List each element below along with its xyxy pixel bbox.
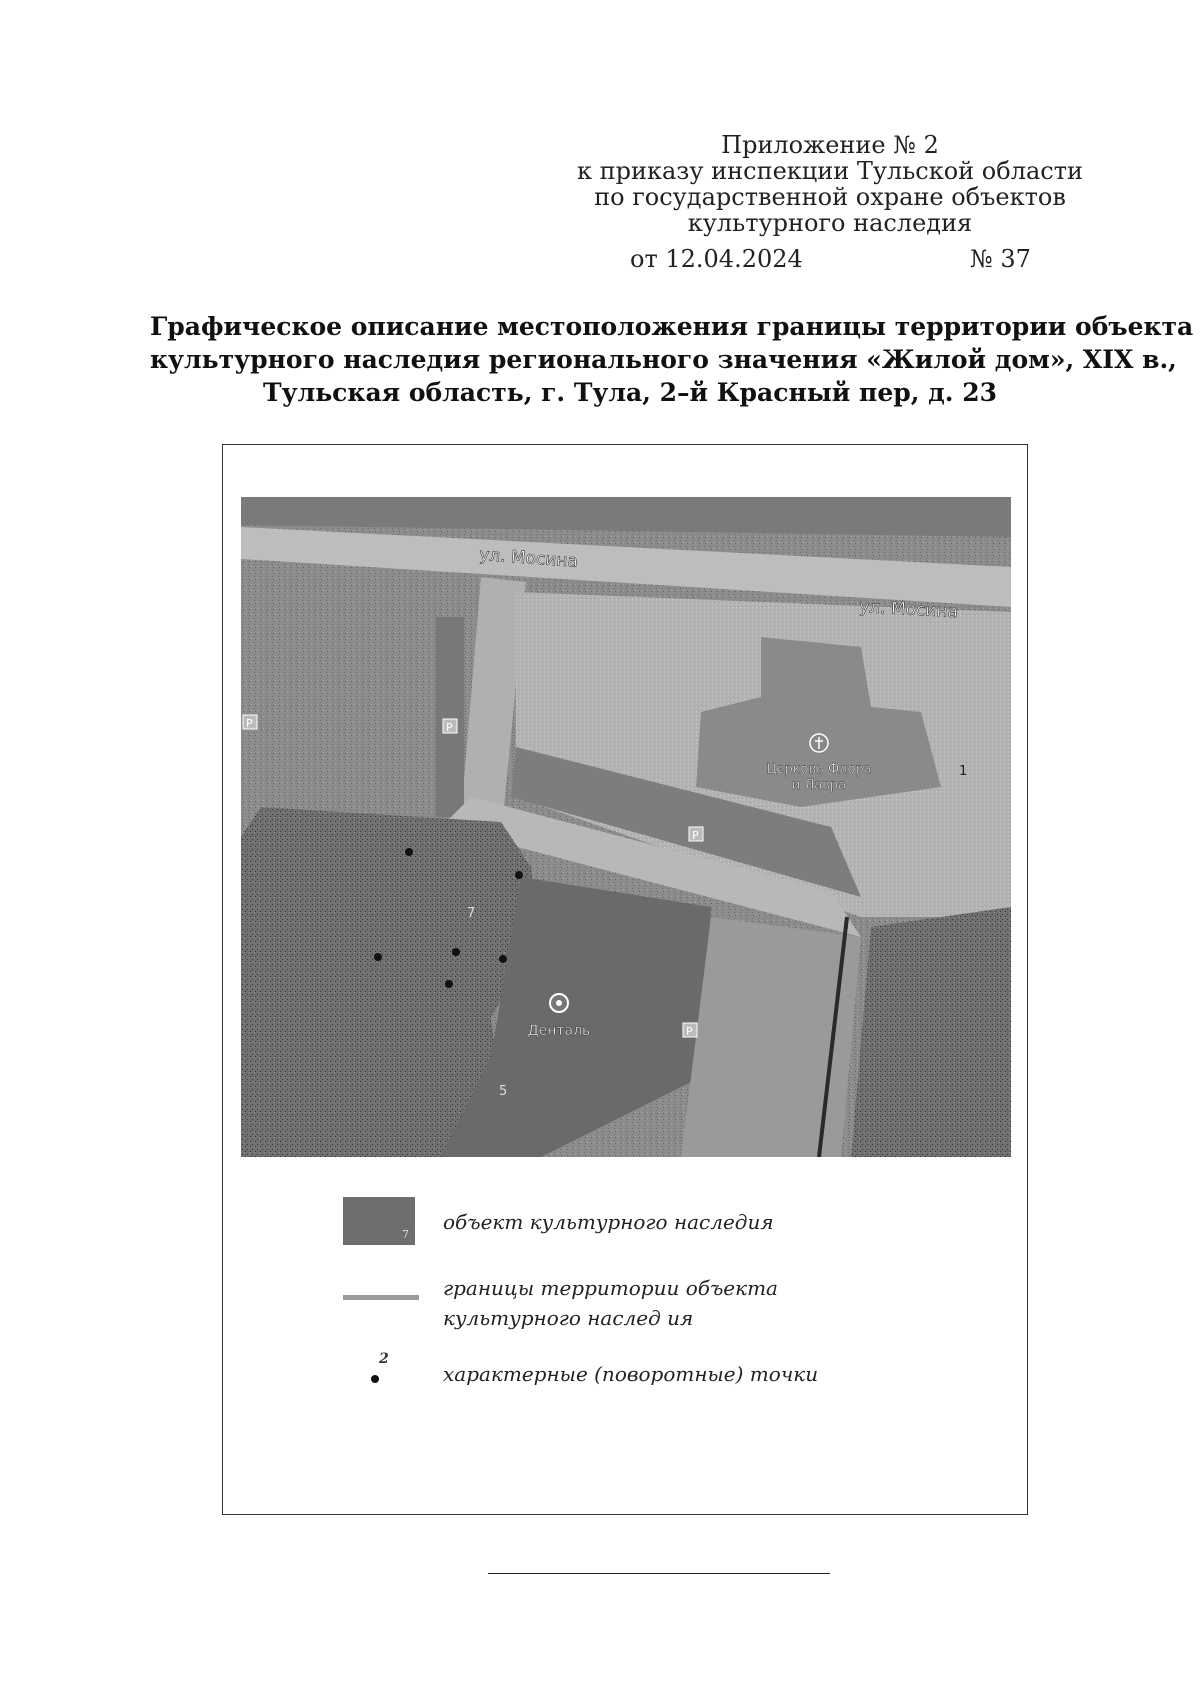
order-number: № 37 bbox=[970, 245, 1031, 273]
turning-point bbox=[405, 848, 413, 856]
appendix-header bbox=[560, 132, 1100, 236]
turning-point bbox=[499, 955, 507, 963]
bottom-rule bbox=[488, 1573, 830, 1574]
points-swatch-label: 2 bbox=[379, 1351, 389, 1367]
svg-text:P: P bbox=[692, 829, 699, 842]
legend-heritage-label: объект культурного наследия bbox=[443, 1210, 774, 1234]
block-upper-left bbox=[241, 582, 406, 797]
legend-boundary-line2: культурного наслед ия bbox=[443, 1306, 694, 1330]
turning-point bbox=[515, 871, 523, 879]
legend-boundary-line1: границы территории объекта bbox=[443, 1276, 778, 1300]
appendix-line: Приложение № 2 bbox=[721, 131, 939, 159]
church-label-line2: и Лавра bbox=[791, 778, 847, 793]
point-number-5: 5 bbox=[499, 1084, 508, 1099]
block-lower-right bbox=[851, 907, 1011, 1157]
heritage-swatch-mark: 7 bbox=[402, 1228, 409, 1241]
title-line: Графическое описание местоположения границы территории объекта bbox=[150, 312, 1194, 341]
appendix-line: по государственной охране объектов bbox=[594, 183, 1066, 211]
svg-text:P: P bbox=[446, 721, 453, 734]
turning-point-swatch bbox=[371, 1375, 379, 1383]
turning-point bbox=[445, 980, 453, 988]
parking-row-left bbox=[436, 617, 464, 817]
appendix-line: к приказу инспекции Тульской области bbox=[577, 157, 1083, 185]
parking-icon bbox=[689, 827, 703, 842]
poi-label: Денталь bbox=[527, 1023, 591, 1039]
document-title bbox=[150, 310, 1194, 409]
legend-points-label: характерные (поворотные) точки bbox=[443, 1362, 819, 1386]
heritage-swatch bbox=[343, 1197, 415, 1245]
svg-text:P: P bbox=[246, 717, 253, 730]
street-label-mosina-1: ул. Мосина bbox=[478, 545, 579, 572]
turning-point bbox=[452, 948, 460, 956]
parking-icon bbox=[683, 1023, 697, 1038]
parking-icon bbox=[243, 715, 257, 730]
map-frame bbox=[222, 444, 1028, 1515]
point-number-7: 7 bbox=[467, 906, 476, 921]
map-image bbox=[241, 497, 1011, 1157]
church-label-line1: Церковь Флора bbox=[766, 762, 872, 777]
order-date: от 12.04.2024 bbox=[630, 245, 803, 273]
turning-point bbox=[374, 953, 382, 961]
street-label-mosina-2: ул. Мосина bbox=[858, 597, 959, 623]
title-line: Тульская область, г. Тула, 2–й Красный пер, д. 23 bbox=[262, 378, 998, 407]
appendix-line: культурного наследия bbox=[687, 209, 973, 237]
boundary-swatch bbox=[343, 1295, 419, 1300]
title-line: культурного наследия регионального значения «Жилой дом», XIX в., bbox=[150, 345, 1177, 374]
map-svg bbox=[241, 497, 1011, 1157]
order-date-row bbox=[630, 245, 1050, 273]
parking-icon bbox=[443, 719, 457, 734]
point-number-1: 1 bbox=[959, 764, 968, 779]
svg-text:P: P bbox=[686, 1025, 693, 1038]
